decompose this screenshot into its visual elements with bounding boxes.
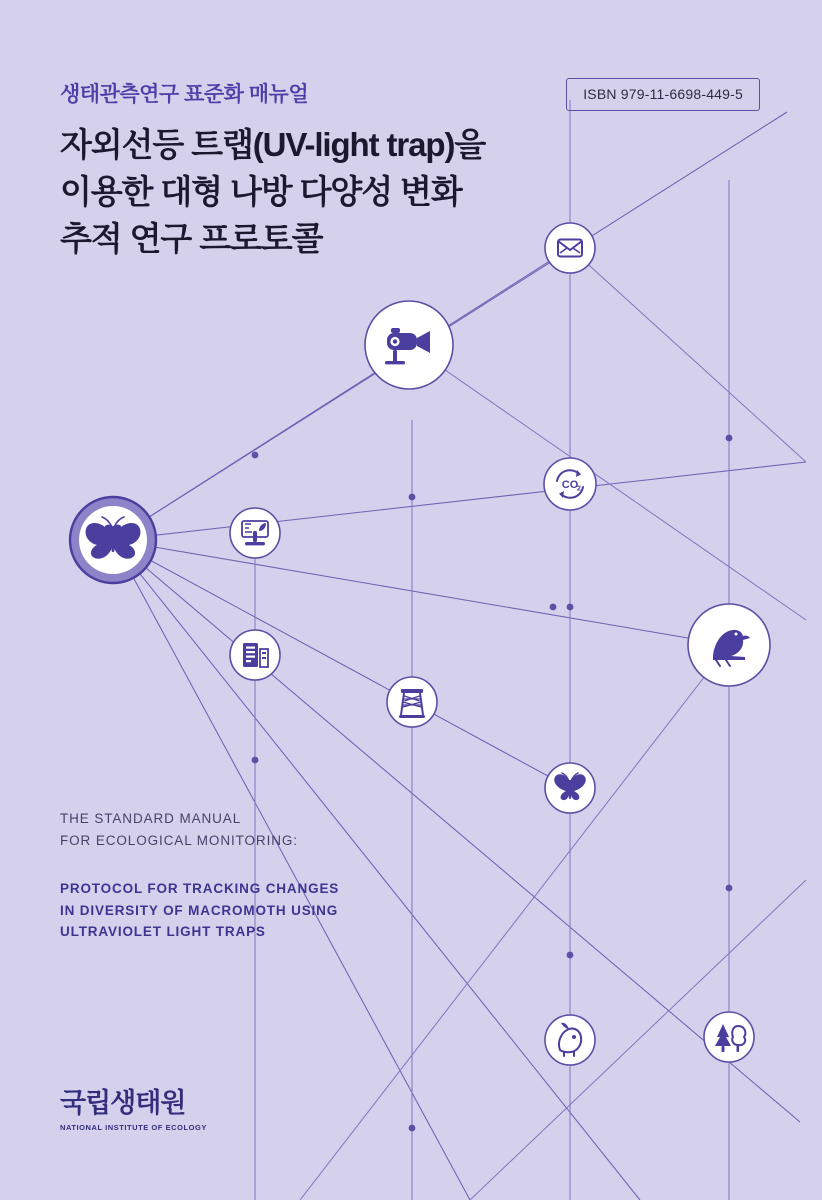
isbn-badge: ISBN 979-11-6698-449-5 xyxy=(566,78,760,111)
english-title-line-1: PROTOCOL FOR TRACKING CHANGES xyxy=(60,880,340,896)
series-kicker: 생태관측연구 표준화 매뉴얼 xyxy=(60,83,309,106)
english-title xyxy=(60,878,420,944)
title-line-1: 자외선등 트랩(UV-light trap)을 xyxy=(60,126,486,163)
publisher-logo xyxy=(60,1090,207,1132)
english-subtitle-line-2: FOR ECOLOGICAL MONITORING: xyxy=(60,832,298,848)
title-line-2: 이용한 대형 나방 다양성 변화 xyxy=(60,172,462,210)
svg-text:CO: CO xyxy=(561,479,579,491)
english-title-line-3: ULTRAVIOLET LIGHT TRAPS xyxy=(60,924,266,940)
svg-text:2: 2 xyxy=(577,485,581,493)
title-line-3: 추적 연구 프로토콜 xyxy=(60,219,323,257)
english-subtitle xyxy=(60,808,420,852)
english-title-line-2: IN DIVERSITY OF MACROMOTH USING xyxy=(60,902,339,918)
page-title xyxy=(60,122,600,263)
english-subtitle-line-1: THE STANDARD MANUAL xyxy=(60,811,242,826)
publisher-name-korean: 국립생태원 xyxy=(60,1088,186,1118)
english-title-block xyxy=(60,808,420,943)
publisher-name-english: NATIONAL INSTITUTE OF ECOLOGY xyxy=(60,1123,207,1132)
